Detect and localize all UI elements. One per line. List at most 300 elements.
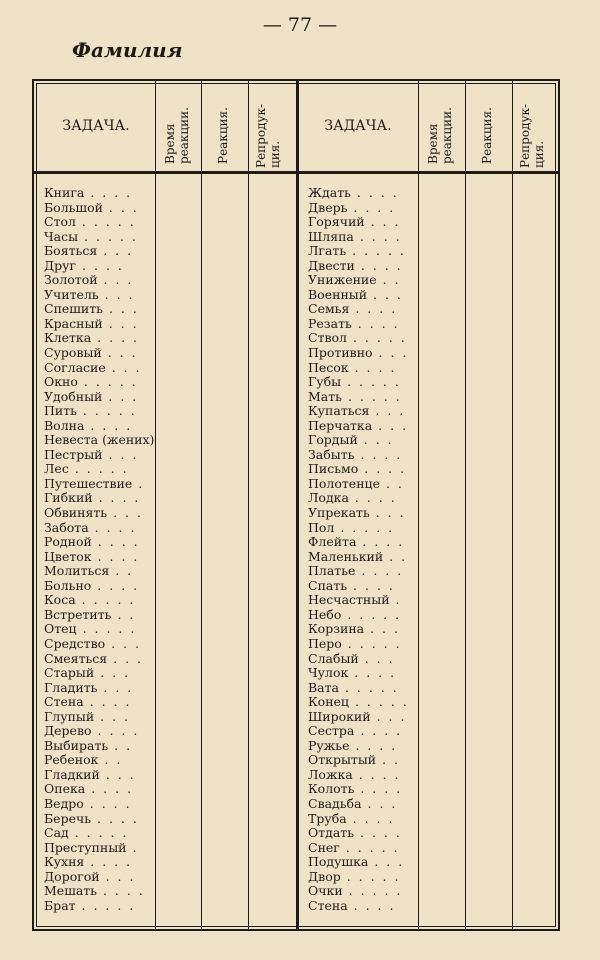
word-text: Подушка [308,854,369,870]
leader-dots: . . . . . [341,388,402,404]
word-entry [308,899,409,914]
word-entry [308,797,409,812]
leader-dots: . . . . . [76,403,137,419]
word-text: Лгать [308,243,347,259]
word-text: Резать [308,315,352,331]
leader-dots: . . . . . [340,868,401,884]
word-text: Отдать [308,825,355,841]
word-text: Обвинять [44,505,108,521]
word-entry [44,201,154,216]
word-text: Гладить [44,679,98,695]
leader-dots: . . . [102,315,139,331]
word-entry [44,579,154,594]
word-text: Перо [308,635,342,651]
leader-dots: . . . . . [341,606,402,622]
word-entry [44,884,154,899]
word-text: Вата [308,679,340,695]
leader-dots: . . . [368,854,405,870]
leader-dots: . . . . [84,417,133,433]
word-text: Ждать [308,185,351,200]
leader-dots: . [389,592,402,608]
word-entry [308,273,409,288]
word-entry [44,491,154,506]
word-entry [44,317,154,332]
word-entry [308,681,409,696]
right-word-list [308,186,409,913]
leader-dots: . . [376,272,401,288]
leader-dots: . . . . [351,315,400,331]
word-entry [44,375,154,390]
word-text: Брат [44,897,76,913]
word-entry [308,841,409,856]
word-text: Сестра [308,723,355,739]
word-entry [308,506,409,521]
header-reaction-time-left: Время реакции. [163,107,191,164]
word-text: Путешествие [44,475,133,491]
word-text: Золотой [44,272,98,288]
word-text: Часы [44,228,79,244]
word-entry [308,259,409,274]
header-task-right: ЗАДАЧА. [324,118,392,134]
leader-dots: . . . . [350,185,399,200]
word-text: Песок [308,359,349,375]
word-text: Смеяться [44,650,108,666]
word-text: Цветок [44,548,92,564]
word-entry [308,215,409,230]
header-reaction-left: Реакция. [216,107,230,164]
leader-dots: . . . . [91,723,140,739]
leader-dots: . . . . . [342,883,403,899]
word-text: Пить [44,403,77,419]
word-text: Кухня [44,854,85,870]
leader-dots: . . . . [354,723,403,739]
leader-dots: . . . [370,708,407,724]
word-text: Стена [44,694,84,710]
word-entry [44,230,154,245]
leader-dots: . . . . [354,781,403,797]
word-text: Встретить [44,606,112,622]
leader-dots: . . . [361,795,398,811]
leader-dots: . . . . [92,490,141,506]
word-text: Мешать [44,883,97,899]
leader-dots: . . . [372,345,409,361]
word-text: Губы [308,374,342,390]
leader-dots: . . . [102,388,139,404]
word-entry [308,244,409,259]
word-entry [44,681,154,696]
word-text: Семья [308,301,350,317]
word-text: Стол [44,214,76,230]
word-entry [44,244,154,259]
word-entry [44,797,154,812]
leader-dots: . . . . . [341,635,402,651]
page-number: — 77 — [262,14,338,36]
word-text: Широкий [308,708,371,724]
word-entry [308,375,409,390]
word-entry [308,564,409,579]
word-text: Гордый [308,432,358,448]
leader-dots: . . . . [354,257,403,273]
leader-dots: . . . [97,243,134,259]
word-entry [308,782,409,797]
word-text: Средство [44,635,106,651]
word-entry [44,564,154,579]
word-entry [44,841,154,856]
column-divider [201,81,202,929]
word-entry [44,346,154,361]
leader-dots: . . . [107,650,144,666]
word-entry [44,288,154,303]
leader-dots: . . [111,606,136,622]
word-entry [44,593,154,608]
word-text: Дерево [44,723,92,739]
word-text: Выбирать [44,737,109,753]
word-entry [44,302,154,317]
leader-dots: . . . . [76,257,124,273]
word-text: Стена [308,897,348,913]
word-entry [308,521,409,536]
word-text: Противно [308,345,373,361]
leader-dots: . . . . . [77,374,138,390]
word-entry [308,826,409,841]
leader-dots: . . . . [347,577,395,593]
word-text: Отец [44,621,77,637]
word-text: Суровый [44,345,102,361]
word-text: Согласие [44,359,106,375]
word-text: Унижение [308,272,377,288]
word-entry [44,695,154,710]
word-text: Шляпа [308,228,354,244]
leader-dots: . . . [367,286,403,302]
word-entry [44,550,154,565]
leader-dots: . . . [102,301,139,317]
leader-dots: . . [109,563,134,579]
leader-dots: . . . . . [334,519,395,535]
word-text: Гибкий [44,490,93,506]
leader-dots: . . . . [353,228,402,244]
word-entry [44,782,154,797]
leader-dots: . . . . . [68,461,129,477]
word-entry [308,491,409,506]
word-text: Опека [44,781,86,797]
leader-dots: . . . . [84,185,133,200]
leader-dots: . . . [99,766,136,782]
leader-dots: . . . . [349,737,398,753]
word-text: Удобный [44,388,103,404]
word-text: Забыть [308,446,355,462]
leader-dots: . . . . . [346,243,406,259]
leader-dots: . . . [105,635,141,651]
word-entry [44,637,154,652]
word-entry [308,404,409,419]
leader-dots: . . . . . [68,825,129,841]
word-entry [44,753,154,768]
leader-dots: . . . [102,199,139,215]
word-text: Лес [44,461,69,477]
leader-dots: . . . [94,708,131,724]
word-entry [308,622,409,637]
word-text: Письмо [308,461,359,477]
word-text: Забота [44,519,89,535]
word-entry [308,302,409,317]
word-text: Волна [44,417,85,433]
word-entry [308,390,409,405]
word-text: Слабый [308,650,359,666]
word-entry [308,477,409,492]
word-text: Больно [44,577,92,593]
word-text: Старый [44,665,95,681]
leader-dots: . [132,475,145,491]
leader-dots: . . . . [91,330,139,346]
leader-dots: . . [383,548,408,564]
word-text: Бояться [44,243,98,259]
word-entry [308,710,409,725]
leader-dots: . . . . . [76,621,137,637]
word-text: Ребенок [44,752,99,768]
word-text: Ложка [308,766,353,782]
word-text: Снег [308,839,340,855]
word-entry [44,622,154,637]
word-entry [308,884,409,899]
word-entry [308,637,409,652]
leader-dots: . . . [97,679,134,695]
word-entry [44,361,154,376]
word-entry [44,390,154,405]
word-text: Спешить [44,301,103,317]
word-entry [44,186,154,201]
word-entry [308,652,409,667]
word-text: Гладкий [44,766,100,782]
word-text: Труба [308,810,347,826]
word-entry [44,899,154,914]
word-entry [44,710,154,725]
word-text: Упрекать [308,505,370,521]
word-text: Полотенце [308,475,380,491]
leader-dots: . . . . . [339,679,399,695]
leader-dots: . . . [97,272,134,288]
leader-dots: . . . . [347,199,396,215]
header-task-left: ЗАДАЧА. [62,118,130,134]
word-text: Преступный [44,839,127,855]
word-entry [308,288,409,303]
leader-dots: . . . [369,403,406,419]
word-text: Друг [44,257,77,273]
column-divider [418,81,419,929]
word-text: Молиться [44,563,110,579]
word-entry [308,812,409,827]
word-entry [44,826,154,841]
word-entry [44,652,154,667]
word-entry [44,404,154,419]
word-text: Ведро [44,795,84,811]
word-entry [308,855,409,870]
word-entry [308,230,409,245]
leader-dots: . . . . [358,461,407,477]
header-reproduction-left: Репродук- ция. [254,103,282,168]
leader-dots: . . . . [349,301,398,317]
leader-dots: . . . [105,359,142,375]
word-entry [308,346,409,361]
word-text: Спать [308,577,348,593]
word-text: Открытый [308,752,377,768]
leader-dots: . . . . . [75,897,136,913]
word-entry [44,739,154,754]
leader-dots: . . [379,475,404,491]
header-reproduction-right: Репродук- ция. [518,103,546,168]
word-text: Флейта [308,534,357,550]
word-text: Дверь [308,199,348,215]
leader-dots: . . . . [88,519,137,535]
word-text: Платье [308,563,356,579]
word-text: Колоть [308,781,355,797]
leader-dots: . . . . [91,548,140,564]
word-text: Несчастный [308,592,390,608]
header-reaction-time-right: Время реакции. [426,107,454,164]
word-entry [308,550,409,565]
word-entry [308,433,409,448]
word-entry [44,535,154,550]
leader-dots: . . . [364,214,401,230]
word-text: Сад [44,825,69,841]
word-text: Клетка [44,330,92,346]
leader-dots: . . . . [91,577,140,593]
word-entry [44,666,154,681]
word-text: Невеста (жених) [44,432,155,448]
word-entry [44,259,154,274]
word-entry [308,579,409,594]
header-reaction-right: Реакция. [480,107,494,164]
leader-dots: . [126,839,139,855]
word-entry [308,768,409,783]
word-entry [44,331,154,346]
leader-dots: . . . . [354,825,402,841]
word-entry [308,361,409,376]
word-entry [308,419,409,434]
leader-dots: . . . . . [346,330,407,346]
center-divider [296,81,299,929]
word-text: Купаться [308,403,370,419]
word-entry [44,870,154,885]
word-entry [308,448,409,463]
leader-dots: . . . . [354,446,403,462]
word-text: Глупый [44,708,95,724]
word-entry [308,739,409,754]
leader-dots: . . . . . [348,694,409,710]
word-entry [44,462,154,477]
word-text: Окно [44,374,78,390]
leader-dots: . . . [94,665,131,681]
word-text: Ствол [308,330,347,346]
leader-dots: . . . . . [75,592,136,608]
leader-dots: . . . . [352,766,401,782]
surname-label: Фамилия [72,38,183,62]
leader-dots: . . . [98,286,135,302]
leader-dots: . . . . [85,781,134,797]
word-text: Мать [308,388,342,404]
word-entry [308,317,409,332]
word-entry [308,535,409,550]
word-text: Корзина [308,621,365,637]
leader-dots: . . . . [83,795,132,811]
word-entry [44,608,154,623]
word-text: Маленький [308,548,384,564]
word-text: Родной [44,534,92,550]
word-entry [44,768,154,783]
leader-dots: . . . . [348,665,397,681]
word-text: Пестрый [44,446,103,462]
word-entry [308,695,409,710]
word-text: Коса [44,592,76,608]
leader-dots: . . . [369,505,406,521]
word-entry [44,724,154,739]
word-text: Чулок [308,665,349,681]
word-entry [308,331,409,346]
left-word-list [44,186,154,913]
leader-dots: . . [108,737,133,753]
leader-dots: . . . . [91,810,139,826]
column-divider [512,81,513,929]
leader-dots: . . . . . [78,228,138,244]
leader-dots: . . [376,752,401,768]
word-text: Учитель [44,286,99,302]
leader-dots: . . . . [348,359,397,375]
word-text: Конец [308,694,349,710]
word-entry [44,521,154,536]
word-entry [44,215,154,230]
word-entry [44,812,154,827]
leader-dots: . . . [107,505,143,521]
word-text: Большой [44,199,103,215]
leader-dots: . . . . [348,490,397,506]
leader-dots: . . . [102,446,139,462]
leader-dots: . . . [101,345,138,361]
leader-dots: . . . [358,650,395,666]
word-text: Перчатка [308,417,373,433]
leader-dots: . . . [364,621,400,637]
column-divider [248,81,249,929]
word-text: Беречь [44,810,92,826]
word-text: Дорогой [44,868,100,884]
leader-dots: . . . . [97,883,145,899]
word-text: Книга [44,185,85,200]
word-entry [44,433,154,448]
leader-dots: . . . [99,868,136,884]
word-text: Красный [44,315,103,331]
word-entry [308,201,409,216]
leader-dots: . . . . [83,694,132,710]
word-text: Ружье [308,737,350,753]
word-entry [308,666,409,681]
word-text: Лодка [308,490,349,506]
word-text: Очки [308,883,343,899]
word-entry [44,448,154,463]
word-entry [308,753,409,768]
word-text: Горячий [308,214,365,230]
leader-dots: . . . . . [341,374,401,390]
leader-dots: . . . . [91,534,140,550]
word-entry [44,273,154,288]
column-divider [155,81,156,929]
leader-dots: . . . [357,432,394,448]
word-entry [44,477,154,492]
word-entry [44,855,154,870]
leader-dots: . . . . [346,810,395,826]
word-entry [308,724,409,739]
leader-dots: . . [98,752,123,768]
leader-dots: . . . . . [75,214,136,230]
word-entry [308,608,409,623]
leader-dots: . . . . [84,854,133,870]
